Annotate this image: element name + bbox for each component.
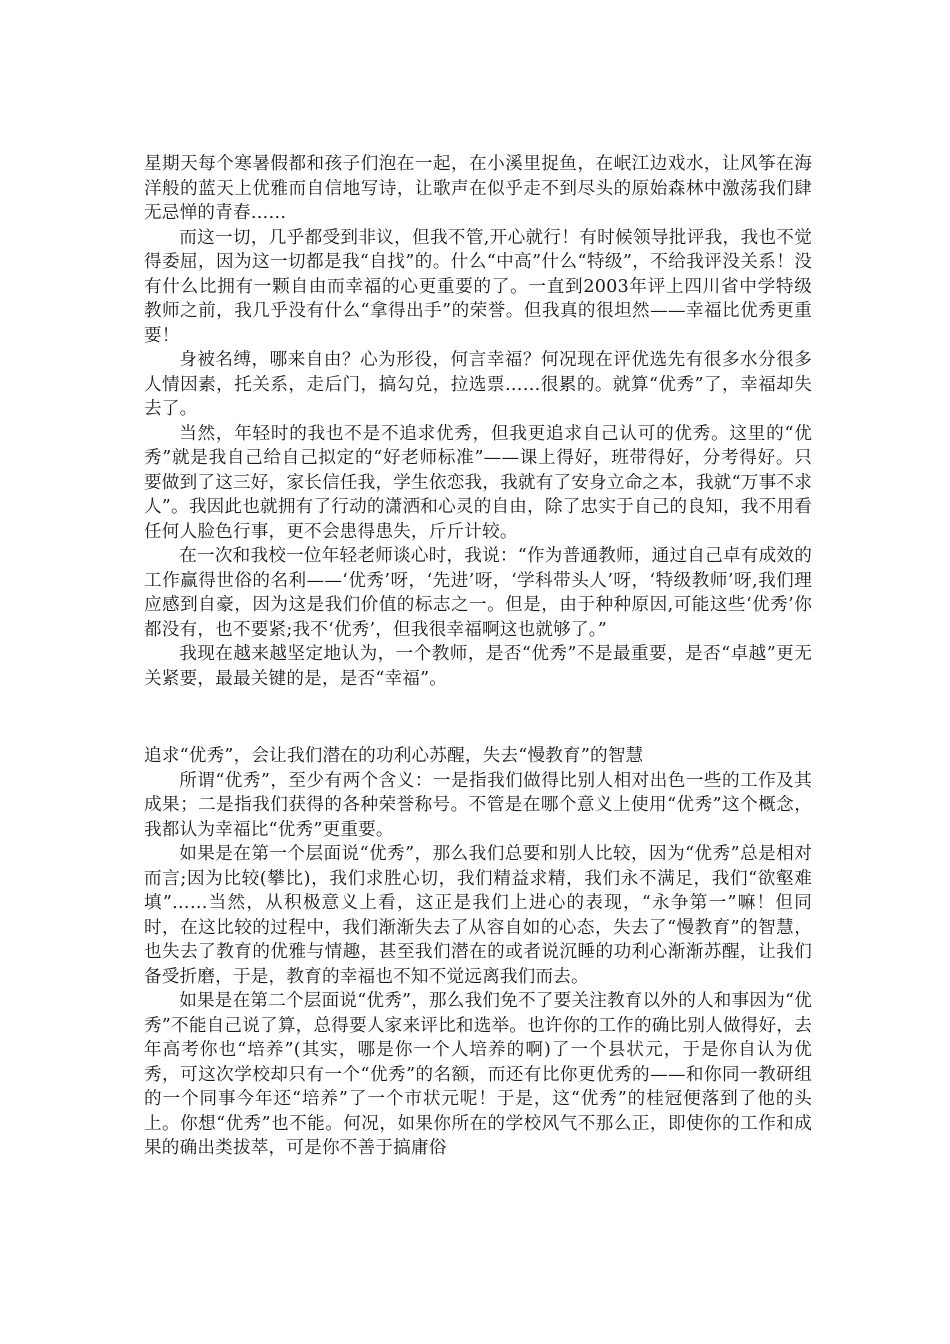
section-heading: 追求“优秀”，会让我们潜在的功利心苏醒，失去“慢教育”的智慧 bbox=[144, 746, 644, 766]
paragraph-6: 我现在越来越坚定地认为，一个教师，是否“优秀”不是最重要，是否“卓越”更无关紧要，最最关键的是，是否“幸福”。 bbox=[144, 644, 812, 689]
paragraph-9: 如果是在第二个层面说“优秀”，那么我们免不了要关注教育以外的人和事因为“优秀”不能自己说了算，总得要人家来评比和选举。也许你的工作的确比别人做得好，去年高考你也“培养”(其实，哪是你一个人培养的啊)了一个县状元，于是你自认为优秀，可这次学校却只有一个“优秀”的名额，而还有比你更优秀的——和你同一教研组的一个同事今年还“培养”了一个市状元呢！于是，这“优秀”的桂冠便落到了他的头上。你想“优秀”也不能。何况，如果你所在的学校风气不那么正，即使你的工作和成果的确出类拔萃，可是你不善于搞庸俗 bbox=[144, 991, 812, 1158]
paragraph-4: 当然，年轻时的我也不是不追求优秀，但我更追求自己认可的优秀。这里的“优秀”就是我自己给自己拟定的“好老师标准”——课上得好，班带得好，分考得好。只要做到了这三好，家长信任我，学生依恋我，我就有了安身立命之本，我就“万事不求人”。我因此也就拥有了行动的潇洒和心灵的自由，除了忠实于自己的良知，我不用看任何人脸色行事，更不会患得患失，斤斤计较。 bbox=[144, 423, 812, 542]
paragraph-7: 所谓“优秀”，至少有两个含义：一是指我们做得比别人相对出色一些的工作及其成果；二是指我们获得的各种荣誉称号。不管是在哪个意义上使用“优秀”这个概念，我都认为幸福比“优秀”更重要。 bbox=[144, 770, 812, 840]
paragraph-5: 在一次和我校一位年轻老师谈心时，我说：“作为普通教师，通过自己卓有成效的工作赢得世俗的名利——‘优秀’呀，‘先进’呀，‘学科带头人’呀，‘特级教师’呀,我们理应感到自豪，因为这是我们价值的标志之一。但是，由于种种原因,可能这些‘优秀’你都没有，也不要紧;我不‘优秀’，但我很幸福啊这也就够了。” bbox=[144, 546, 812, 640]
section-happiness-over-excellence bbox=[144, 152, 812, 691]
section-pursuit-of-excellence bbox=[144, 744, 812, 1161]
paragraph-3: 身被名缚，哪来自由？心为形役，何言幸福？何况现在评优选先有很多水分很多人情因素，托关系，走后门，搞勾兑，拉选票……很累的。就算“优秀”了，幸福却失去了。 bbox=[144, 350, 812, 419]
paragraph-2: 而这一切，几乎都受到非议，但我不管,开心就行！有时候领导批评我，我也不觉得委屈，因为这一切都是我“自找”的。什么“中高”什么“特级”，不给我评没关系！没有什么比拥有一颗自由而幸福的心更重要的了。一直到2003年评上四川省中学特级教师之前，我几乎没有什么“拿得出手”的荣誉。但我真的很坦然——幸福比优秀更重要！ bbox=[144, 227, 812, 346]
paragraph-1: 星期天每个寒暑假都和孩子们泡在一起，在小溪里捉鱼，在岷江边戏水，让风筝在海洋般的蓝天上优雅而自信地写诗，让歌声在似乎走不到尽头的原始森林中激荡我们肆无忌惮的青春…… bbox=[144, 154, 812, 223]
paragraph-8: 如果是在第一个层面说“优秀”，那么我们总要和别人比较，因为“优秀”总是相对而言;因为比较(攀比)，我们求胜心切，我们精益求精，我们永不满足，我们“欲壑难填”……当然，从积极意义上看，这正是我们上进心的表现，“永争第一”嘛！但同时，在这比较的过程中，我们渐渐失去了从容自如的心态，失去了“慢教育”的智慧，也失去了教育的优雅与情趣，甚至我们潜在的或者说沉睡的功利心渐渐苏醒，让我们备受折磨，于是，教育的幸福也不知不觉远离我们而去。 bbox=[144, 844, 812, 987]
